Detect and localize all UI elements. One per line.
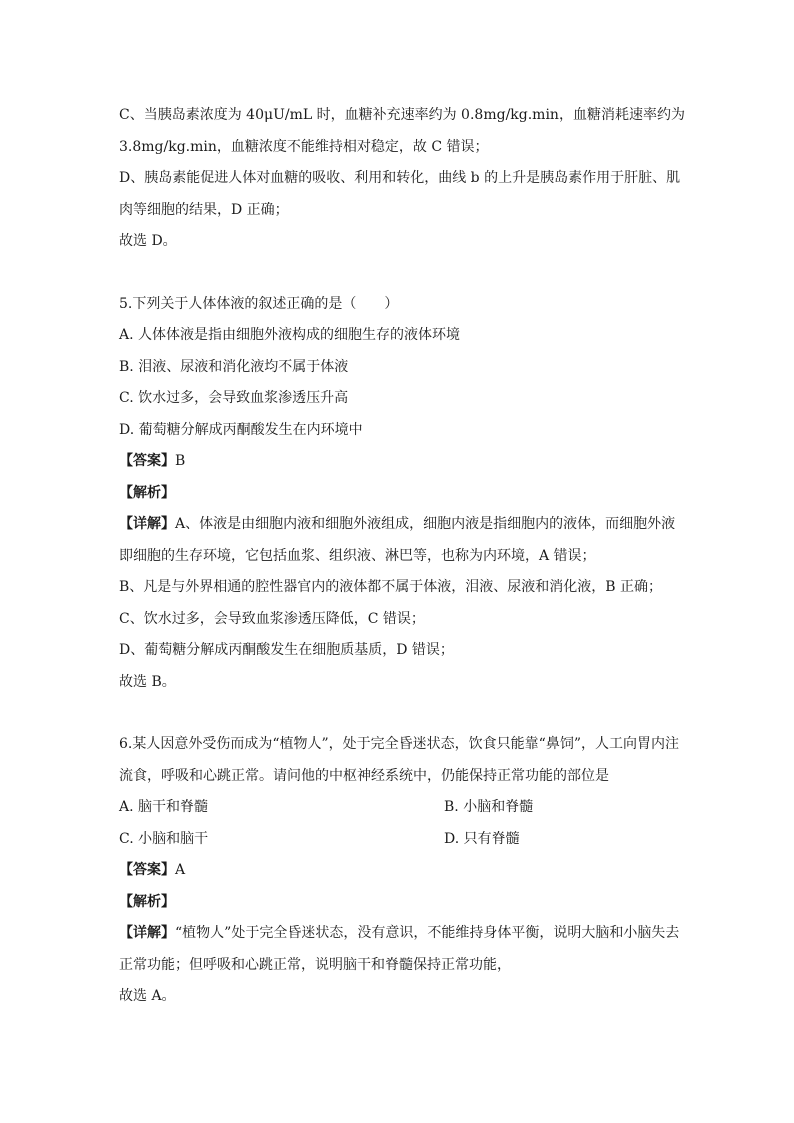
question-5-answer	[119, 446, 689, 478]
answer-value: A	[175, 862, 186, 878]
question-5-detail-line-3: B、凡是与外界相通的腔性器官内的液体都不属于体液，泪液、尿液和消化液，B 正确；	[119, 579, 663, 595]
question-6-stem-line-2: 流食，呼吸和心跳正常。请问他的中枢神经系统中，仍能保持正常功能的部位是	[119, 767, 609, 784]
question-5-option-b: B. 泪液、尿液和消化液均不属于体液	[119, 358, 349, 375]
option-c-explanation-line-2: 3.8mg/kg.min，血糖浓度不能维持相对稳定，故 C 错误；	[119, 138, 489, 155]
question-6-detail-line-2: 正常功能；但呼吸和心跳正常，说明脑干和脊髓保持正常功能，	[119, 956, 511, 973]
detail-tag: 【详解】	[119, 516, 175, 532]
question-5-stem: 5.下列关于人体体液的叙述正确的是（ ）	[119, 295, 399, 312]
question-6-options-row-2	[119, 824, 689, 856]
detail-text: “植物人”处于完全昏迷状态，没有意识，不能维持身体平衡，说明大脑和小脑失去	[175, 925, 680, 941]
question-5	[119, 289, 689, 699]
question-5-conclusion: 故选 B。	[119, 673, 176, 690]
question-5-detail-line-2: 即细胞的生存环境，它包括血浆、组织液、淋巴等，也称为内环境，A 错误；	[119, 547, 596, 564]
option-d-explanation-line-2: 肉等细胞的结果，D 正确；	[119, 201, 289, 218]
option-d-explanation-line-1: D、胰岛素能促进人体对血糖的吸收、利用和转化，曲线 b 的上升是胰岛素作用于肝脏、肌	[119, 170, 681, 186]
question-5-detail-line-5: D、葡萄糖分解成丙酮酸发生在细胞质基质，D 错误；	[119, 642, 454, 658]
question-6-options-row-1	[119, 792, 689, 824]
answer-tag: 【答案】	[119, 862, 175, 878]
question-6-answer	[119, 855, 689, 887]
question-6-conclusion: 故选 A。	[119, 988, 176, 1004]
answer-value: B	[175, 453, 186, 469]
question-5-analysis-tag: 【解析】	[119, 484, 175, 501]
question-6-option-c: C. 小脑和脑干	[119, 830, 209, 847]
detail-tag: 【详解】	[119, 925, 175, 941]
question-6-option-d: D. 只有脊髓	[444, 830, 520, 847]
question-6	[119, 729, 689, 1013]
question-5-option-c: C. 饮水过多，会导致血浆渗透压升高	[119, 390, 349, 406]
question-5-option-a: A. 人体体液是指由细胞外液构成的细胞生存的液体环境	[119, 327, 461, 343]
question-5-detail-line-4: C、饮水过多，会导致血浆渗透压降低，C 错误；	[119, 610, 425, 627]
question-5-option-d: D. 葡萄糖分解成丙酮酸发生在内环境中	[119, 421, 363, 438]
question-6-option-a: A. 脑干和脊髓	[119, 799, 209, 815]
question-5-detail-line-1	[119, 509, 689, 541]
previous-conclusion: 故选 D。	[119, 233, 177, 249]
question-6-stem-line-1: 6.某人因意外受伤而成为“植物人”，处于完全昏迷状态，饮食只能靠“鼻饲”，人工向胃内注	[119, 736, 679, 752]
question-6-option-b: B. 小脑和脊髓	[444, 799, 534, 815]
question-6-detail-line-1	[119, 918, 689, 950]
detail-text: A、体液是由细胞内液和细胞外液组成，细胞内液是指细胞内的液体，而细胞外液	[175, 516, 676, 532]
document-page	[119, 100, 689, 1013]
option-c-explanation-line-1: C、当胰岛素浓度为 40μU/mL 时，血糖补充速率约为 0.8mg/kg.min，血糖消耗速率约为	[119, 107, 685, 123]
question-6-analysis-tag: 【解析】	[119, 893, 175, 910]
previous-question-explanation	[119, 100, 689, 258]
answer-tag: 【答案】	[119, 453, 175, 469]
